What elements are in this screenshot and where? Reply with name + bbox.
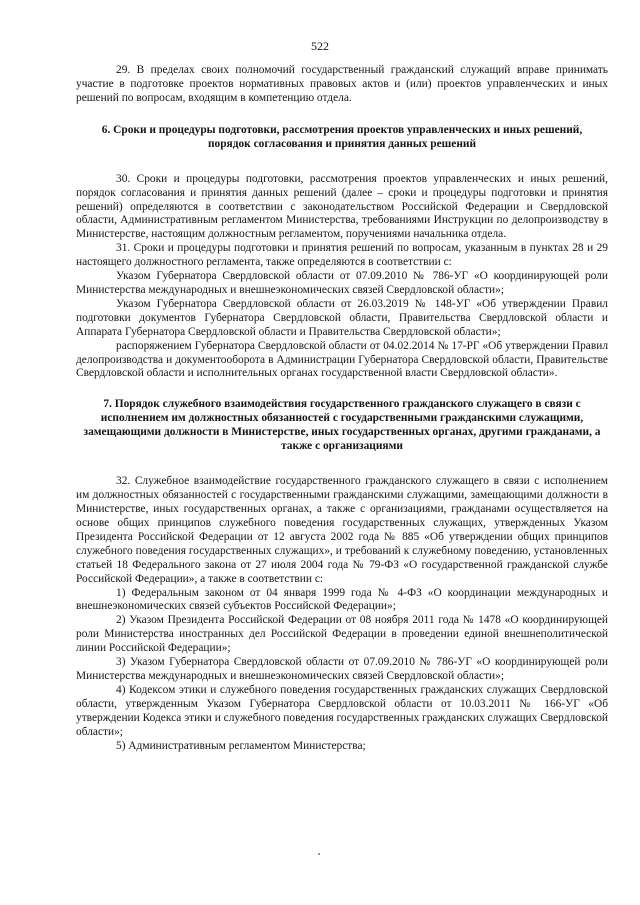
scan-speck [318, 853, 320, 855]
paragraph-32-item: 4) Кодексом этики и служебного поведения государственных гражданских служащих Свердловской области, утвержденным Указом Губернатора Свердловской области от 10.03.2011 № 166-УГ «Об утверждении Кодекса этики и служебного поведения государственных гражданских служащих Свердловской области»; [76, 683, 608, 738]
paragraph-32-item: 5) Административным регламентом Министерства; [116, 739, 366, 752]
paragraph-31-item: Указом Губернатора Свердловской области от 07.09.2010 № 786-УГ «О координирующей роли Министерства международных и внешнеэкономических связей Свердловской области»; [76, 270, 608, 296]
paragraph-31: 31. Сроки и процедуры подготовки и принятия решений по вопросам, указанным в пунктах 28 и 29 настоящего должностного регламента, также определяются в соответствии с: [76, 242, 608, 269]
section-6-heading: 6. Сроки и процедуры подготовки, рассмотрения проектов управленческих и иных решений, порядок согласования и принятия данных решений [101, 123, 583, 150]
paragraph-32-item: 3) Указом Губернатора Свердловской области от 07.09.2010 № 786-УГ «О координирующей роли Министерства международных и внешнеэкономических связей Свердловской области»; [76, 656, 608, 682]
paragraph-31-item: распоряжением Губернатора Свердловской области от 04.02.2014 № 17-РГ «Об утверждении Правил делопроизводства и документооборота в Администрации Губернатора Свердловской области, Правительстве Свердловской области и исполнительных органах государственной власти Свердловской области». [76, 339, 608, 380]
section-7-heading: 7. Порядок служебного взаимодействия государственного гражданского служащего в связи с исполнением им должностных обязанностей с государственными гражданскими служащими, замещающими должности в Министерстве, иных государственных органах, другими гражданами, а также с организациями [83, 398, 601, 453]
paragraph-32-item: 1) Федеральным законом от 04 января 1999 года № 4-ФЗ «О координации международных и внешнеэкономических связей субъектов Российской Федерации»; [76, 586, 608, 613]
paragraph-32-item: 2) Указом Президента Российской Федерации от 08 ноября 2011 года № 1478 «О координирующей роли Министерства иностранных дел Российской Федерации в проведении единой внешнеполитической линии Российской Федерации»; [76, 614, 608, 655]
page-number: 522 [311, 39, 329, 53]
paragraph-32: 32. Служебное взаимодействие государственного гражданского служащего в связи с исполнением им должностных обязанностей с государственными гражданскими служащими, замещающими должности в Министерстве, иных государственных органах, а также с организациями, гражданами осуществляется на основе общих принципов служебного поведения государственных служащих, утвержденных Указом Президента Российской Федерации от 12 августа 2002 года № 885 «Об утверждении общих принципов служебного поведения государственных служащих», и требований к служебному поведению, установленных статьей 18 Федерального закона от 27 июля 2004 года № 79-ФЗ «О государственной гражданской службе Российской Федерации», а также в соответствии с: [76, 475, 608, 585]
paragraph-31-item: Указом Губернатора Свердловской области от 26.03.2019 № 148-УГ «Об утверждении Правил подготовки документов Губернатора Свердловской области, Правительства Свердловской области и Аппарата Губернатора Свердловской области и Правительства Свердловской области»; [76, 297, 608, 338]
paragraph-30: 30. Сроки и процедуры подготовки, рассмотрения проектов управленческих и иных решений, порядок согласования и принятия данных решений (далее – сроки и процедуры подготовки и принятия решений) определяются в соответствии с законодательством Российской Федерации и Свердловской области, Административным регламентом Министерства, требованиями Инструкции по делопроизводству в Министерстве, настоящим должностным регламентом, поручениями начальника отдела. [76, 172, 608, 241]
document-body [76, 64, 608, 753]
paragraph-29: 29. В пределах своих полномочий государственный гражданский служащий вправе принимать участие в подготовке проектов нормативных правовых актов и (или) проектов управленческих и иных решений по вопросам, входящим в компетенцию отдела. [76, 64, 608, 104]
